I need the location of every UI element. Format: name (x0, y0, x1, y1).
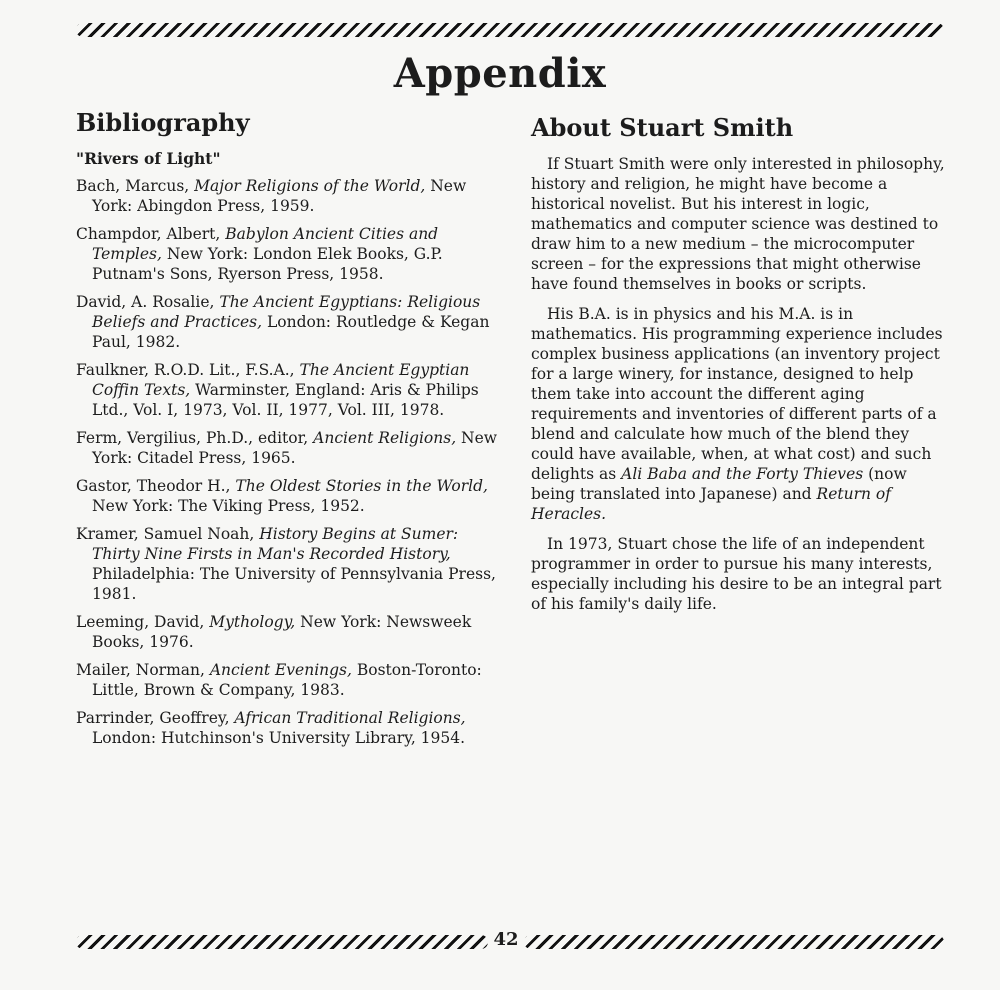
bibliography-subheading: "Rivers of Light" (76, 149, 221, 168)
about-paragraph-3: In 1973, Stuart chose the life of an independent programmer in order to pursue his many interests, especially including his desire to be an integral part of his family's daily life. (531, 535, 942, 613)
bibliography-heading: Bibliography (76, 108, 250, 137)
bibliography-column (76, 108, 508, 756)
about-column (531, 108, 949, 624)
bibliography-entry: Faulkner, R.O.D. Lit., F.S.A., The Ancient Egyptian Coffin Texts, Warminster, England: Aris & Philips Ltd., Vol. I, 1973, Vol. II, 1977, Vol. III, 1978. (76, 361, 479, 419)
bottom-decorative-border-left (76, 935, 488, 949)
bibliography-entry: David, A. Rosalie, The Ancient Egyptians: Religious Beliefs and Practices, London: Routledge & Kegan Paul, 1982. (76, 293, 490, 351)
top-decorative-border (76, 23, 944, 37)
bibliography-entry: Gastor, Theodor H., The Oldest Stories in the World, New York: The Viking Press, 1952. (76, 477, 488, 515)
page-title: Appendix (393, 50, 607, 97)
bottom-decorative-border-right (524, 935, 944, 949)
bibliography-entry: Kramer, Samuel Noah, History Begins at Sumer: Thirty Nine Firsts in Man's Recorded History, Philadelphia: The University of Pennsylvania Press, 1981. (76, 525, 496, 603)
about-paragraph-2: His B.A. is in physics and his M.A. is in mathematics. His programming experience includes complex business applications (an inventory project for a large winery, for instance, designed to help them take into account the different aging requirements and inventories of different parts of a blend and calculate how much of the blend they could have available, when, at what cost) and such delights as Ali Baba and the Forty Thieves (now being translated into Japanese) and Return of Heracles. (531, 305, 943, 523)
about-heading: About Stuart Smith (531, 113, 794, 142)
bibliography-entry: Champdor, Albert, Babylon Ancient Cities and Temples, New York: London Elek Books, G.P. Putnam's Sons, Ryerson Press, 1958. (76, 225, 443, 283)
bibliography-entry: Bach, Marcus, Major Religions of the World, New York: Abingdon Press, 1959. (76, 177, 467, 215)
about-paragraph-1: If Stuart Smith were only interested in philosophy, history and religion, he might have become a historical novelist. But his interest in logic, mathematics and computer science was destined to draw him to a new medium – the microcomputer screen – for the expressions that might otherwise have found themselves in books or scripts. (531, 155, 945, 293)
page-number: 42 (493, 929, 519, 950)
bibliography-entry: Mailer, Norman, Ancient Evenings, Boston-Toronto: Little, Brown & Company, 1983. (76, 661, 482, 699)
bibliography-entry: Parrinder, Geoffrey, African Traditional Religions, London: Hutchinson's University Library, 1954. (76, 709, 466, 747)
bibliography-entry: Ferm, Vergilius, Ph.D., editor, Ancient Religions, New York: Citadel Press, 1965. (76, 429, 498, 467)
bibliography-entry: Leeming, David, Mythology, New York: Newsweek Books, 1976. (76, 613, 472, 651)
